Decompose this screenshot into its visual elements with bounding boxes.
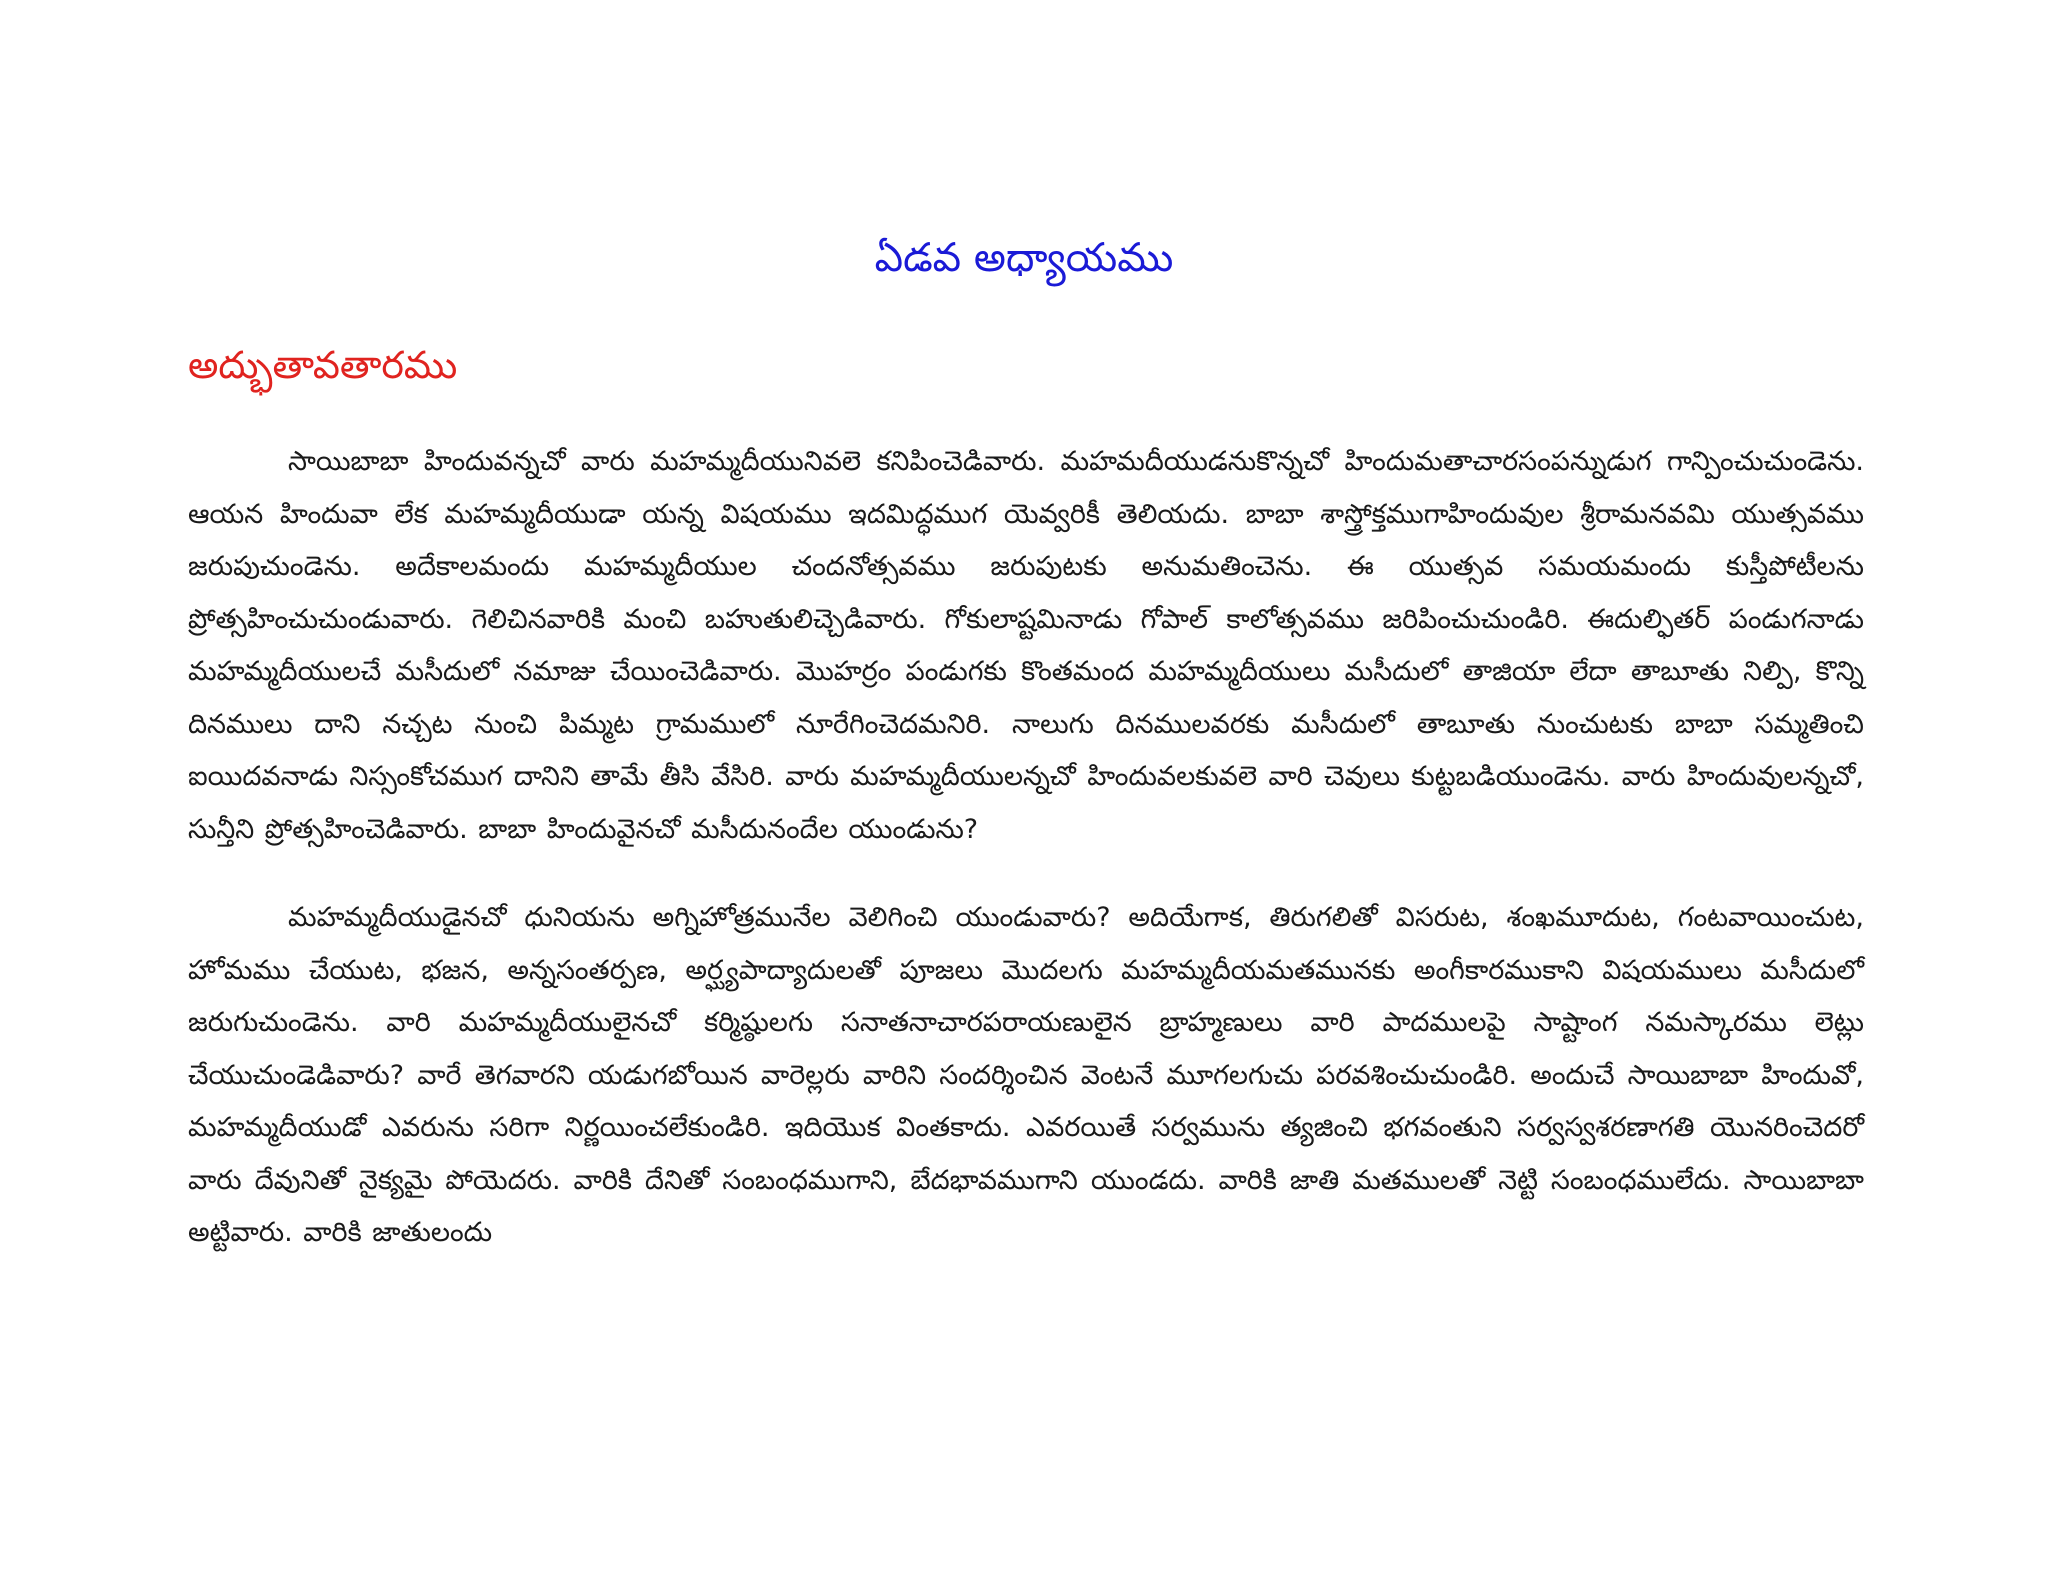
- chapter-title: ఏడవ అధ్యాయము: [874, 235, 1174, 281]
- paragraph-1: సాయిబాబా హిందువన్నచో వారు మహమ్మదీయునివలె కనిపించెడివారు. మహమదీయుడనుకొన్నచో హిందుమతాచారసంపన్నుడుగ గాన్పించుచుండెను. ఆయన హిందువా లేక మహమ్మదీయుడా యన్న విషయము ఇదమిద్ధముగ యెవ్వరికీ తెలియదు. బాబా శాస్త్రోక్తముగాహిందువుల శ్రీరామనవమి యుత్సవము జరుపుచుండెను. అదేకాలమందు మహమ్మదీయుల చందనోత్సవము జరుపుటకు అనుమతించెను. ఈ యుత్సవ సమయమందు కుస్తీపోటీలను ప్రోత్సహించుచుండువారు. గెలిచినవారికి మంచి బహుతులిచ్చెడివారు. గోకులాష్టమినాడు గోపాల్ కాలోత్సవము జరిపించుచుండిరి. ఈదుల్ఫితర్ పండుగనాడు మహమ్మదీయులచే మసీదులో నమాజు చేయించెడివారు. మొహర్రం పండుగకు కొంతమంద మహమ్మదీయులు మసీదులో తాజియా లేదా తాబూతు నిల్పి, కొన్ని దినములు దాని నచ్చట నుంచి పిమ్మట గ్రామములో నూరేగించెదమనిరి. నాలుగు దినములవరకు మసీదులో తాబూతు నుంచుటకు బాబా సమ్మతించి ఐయిదవనాడు నిస్సంకోచముగ దానిని తామే తీసి వేసిరి. వారు మహమ్మదీయులన్నచో హిందువలకువలె వారి చెవులు కుట్టబడియుండెను. వారు హిందువులన్నచో, సున్తీని ప్రోత్సహించెడివారు. బాబా హిందువైనచో మసీదునందేల యుండును?: [188, 446, 1864, 845]
- body-text: [188, 436, 1864, 1260]
- paragraph-2: మహమ్మదీయుడైనచో ధునియను అగ్నిహోత్రమునేల వెలిగించి యుండువారు? అదియేగాక, తిరుగలితో విసరుట, శంఖమూదుట, గంటవాయించుట, హోమము చేయుట, భజన, అన్నసంతర్పణ, అర్ఘ్యపాద్యాదులతో పూజలు మొదలగు మహమ్మదీయమతమునకు అంగీకారముకాని విషయములు మసీదులో జరుగుచుండెను. వారి మహమ్మదీయులైనచో కర్మిష్ఠులగు సనాతనాచారపరాయణులైన బ్రాహ్మణులు వారి పాదములపై సాష్టాంగ నమస్కారము లెట్లు చేయుచుండెడివారు? వారే తెగవారని యడుగబోయిన వారెల్లరు వారిని సందర్శించిన వెంటనే మూగలగుచు పరవశించుచుండిరి. అందుచే సాయిబాబా హిందువో, మహమ్మదీయుడో ఎవరును సరిగా నిర్ణయించలేకుండిరి. ఇదియొక వింతకాదు. ఎవరయితే సర్వమును త్యజించి భగవంతుని సర్వస్వశరణాగతి యొనరించెదరో వారు దేవునితో నైక్యమై పోయెదరు. వారికి దేనితో సంబంధముగాని, బేదభావముగాని యుండదు. వారికి జాతి మతములతో నెట్టి సంబంధములేదు. సాయిబాబా అట్టివారు. వారికి జాతులందు: [188, 902, 1864, 1248]
- section-title: అద్భుతావతారము: [188, 343, 458, 387]
